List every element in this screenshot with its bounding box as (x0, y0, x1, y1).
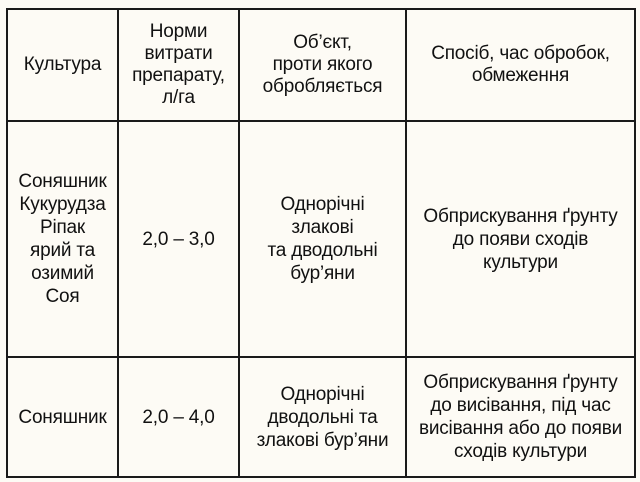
table-row (7, 357, 635, 477)
cell-object: Однорічні злакові та дводольні бур’яни (239, 121, 406, 357)
header-method: Спосіб, час обробок, обмеження (406, 9, 635, 121)
table-header-row (7, 9, 635, 121)
header-culture: Культура (7, 9, 118, 121)
cell-method: Обприскування ґрунту до появи сходів культури (406, 121, 635, 357)
cell-rate: 2,0 – 4,0 (118, 357, 239, 477)
header-application-rate: Норми витрати препарату, л/га (118, 9, 239, 121)
cell-rate: 2,0 – 3,0 (118, 121, 239, 357)
pesticide-application-table (6, 8, 636, 478)
cell-method: Обприскування ґрунту до висівання, під час висівання або до появи сходів культури (406, 357, 635, 477)
cell-object: Однорічні дводольні та злакові бур’яни (239, 357, 406, 477)
cell-culture: Соняшник Кукурудза Ріпак ярий та озимий Соя (7, 121, 118, 357)
table-row (7, 121, 635, 357)
cell-culture: Соняшник (7, 357, 118, 477)
header-target-object: Об’єкт, проти якого обробляється (239, 9, 406, 121)
